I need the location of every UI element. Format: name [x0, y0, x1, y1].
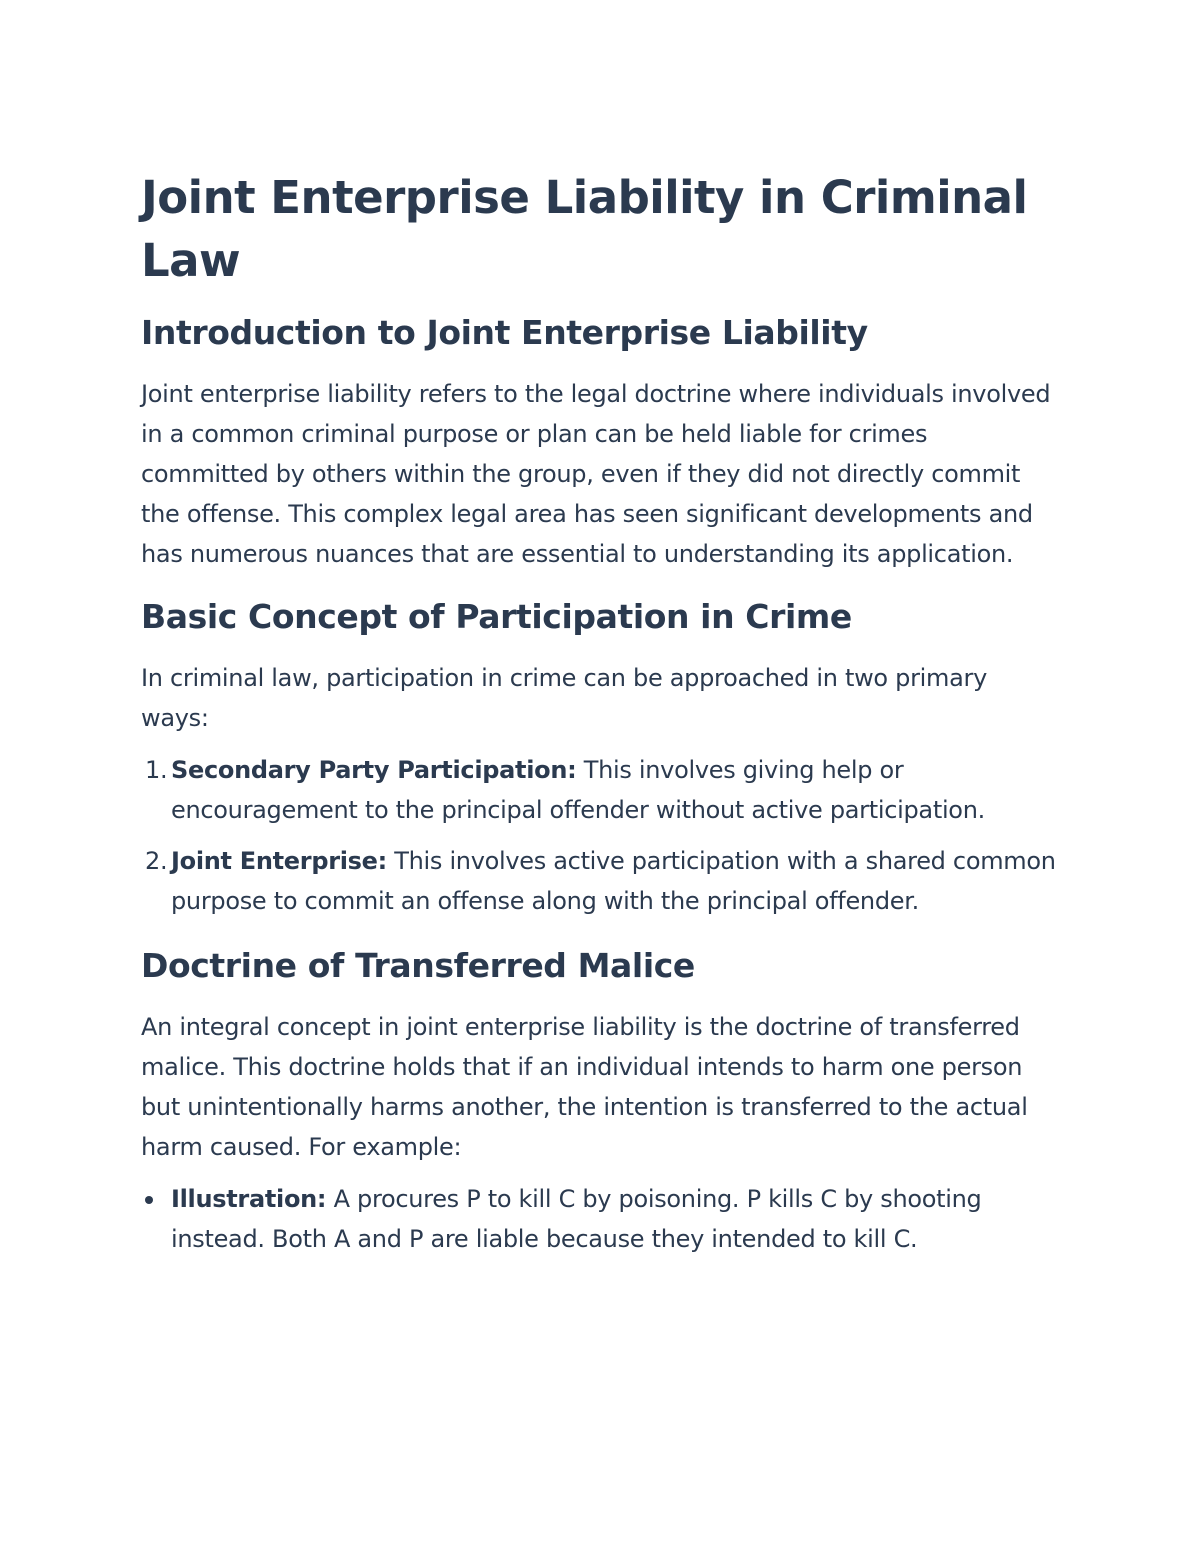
- section-paragraph-transferred-malice: An integral concept in joint enterprise liability is the doctrine of transferred malice. This doctrine holds that if an individual intends to harm one person but unintentionally harms another, the intention is transferred to the actual harm caused. For example:: [141, 1013, 1028, 1161]
- page-title: Joint Enterprise Liability in Criminal Law: [141, 171, 1028, 287]
- list-item: [141, 750, 1060, 830]
- section-heading-transferred-malice: Doctrine of Transferred Malice: [141, 946, 695, 985]
- illustration-list: [141, 1179, 1060, 1259]
- list-item-term: Joint Enterprise:: [171, 847, 387, 875]
- list-item-term: Illustration:: [171, 1185, 327, 1213]
- bullet-icon: [145, 1196, 153, 1204]
- section-paragraph-participation: In criminal law, participation in crime can be approached in two primary ways:: [141, 664, 987, 732]
- section-paragraph-introduction: Joint enterprise liability refers to the legal doctrine where individuals involved in a common criminal purpose or plan can be held liable for crimes committed by others within the group, even if they did not directly commit the offense. This complex legal area has seen significant developments and has numerous nuances that are essential to understanding its application.: [141, 380, 1051, 568]
- list-number: 1.: [145, 756, 168, 784]
- list-item: [141, 841, 1060, 921]
- list-item: [141, 1179, 1060, 1259]
- list-item-text: This involves giving help or encouragement to the principal offender without active participation.: [171, 756, 985, 824]
- section-heading-introduction: Introduction to Joint Enterprise Liability: [141, 313, 868, 352]
- list-item-term: Secondary Party Participation:: [171, 756, 577, 784]
- list-item-text: A procures P to kill C by poisoning. P kills C by shooting instead. Both A and P are liable because they intended to kill C.: [171, 1185, 982, 1253]
- participation-list: [141, 750, 1060, 921]
- list-item-text: This involves active participation with a shared common purpose to commit an offense along with the principal offender.: [171, 847, 1056, 915]
- list-number: 2.: [145, 847, 168, 875]
- section-heading-participation: Basic Concept of Participation in Crime: [141, 597, 852, 636]
